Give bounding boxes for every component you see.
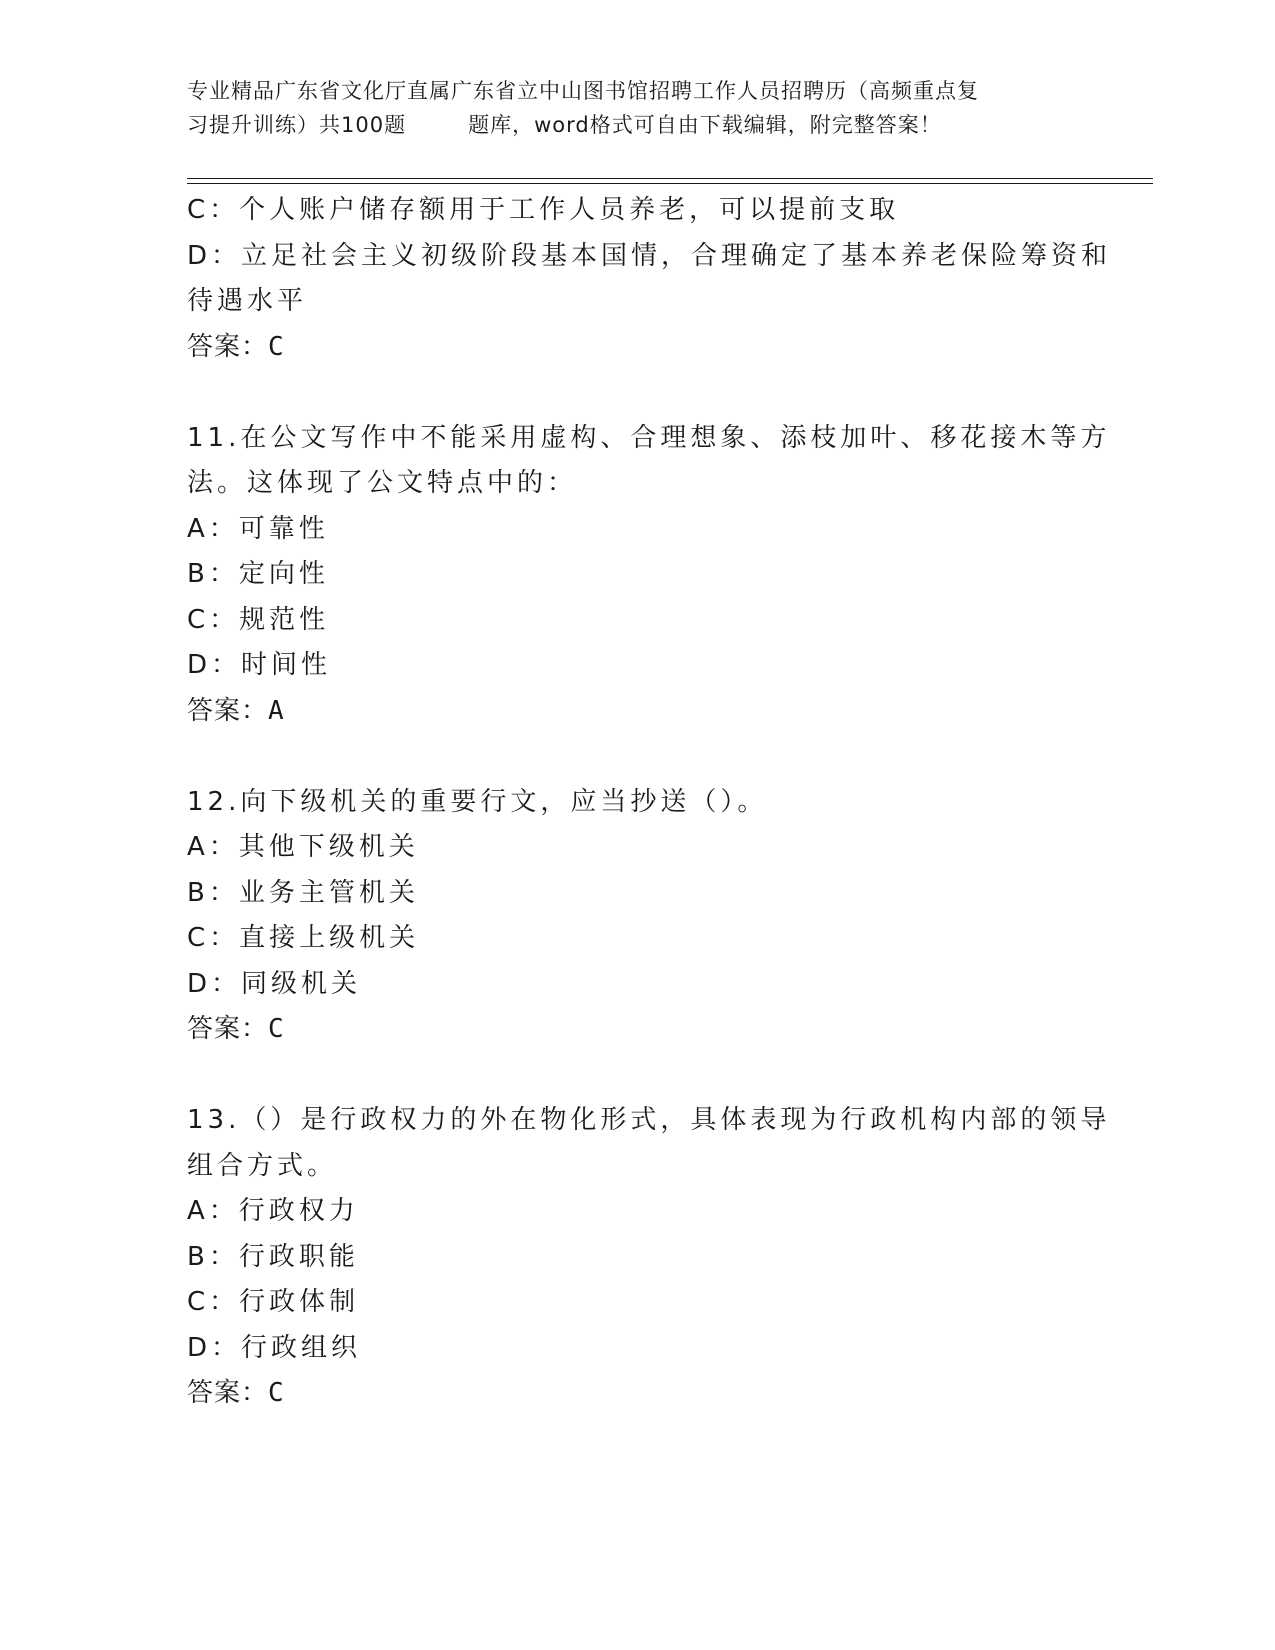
question-stem-line-1: 12.向下级机关的重要行文，应当抄送（）。 (187, 786, 768, 817)
option-d-line-2: 待遇水平 (187, 286, 308, 316)
spacer (187, 370, 1087, 416)
option-a: A：可靠性 (187, 513, 329, 544)
option-c: C：规范性 (187, 604, 330, 635)
document-header (187, 74, 1087, 142)
option-a: A：行政权力 (187, 1196, 359, 1226)
option-c: C：行政体制 (187, 1287, 360, 1317)
answer-line (187, 1007, 1087, 1053)
option-c: C：个人账户储存额用于工作人员养老，可以提前支取 (187, 195, 900, 225)
answer-value: C (268, 331, 285, 362)
option-a: A：其他下级机关 (187, 832, 419, 862)
answer-line (187, 689, 1087, 735)
option-c: C：直接上级机关 (187, 923, 420, 953)
option-b: B：定向性 (187, 559, 329, 589)
question-11 (187, 416, 1111, 735)
question-10-continuation (187, 188, 1112, 370)
option-d: D：行政组织 (187, 1332, 362, 1363)
header-line-1: 专业精品广东省文化厅直属广东省立中山图书馆招聘工作人员招聘历（高频重点复 (187, 79, 979, 103)
spacer (187, 734, 1087, 780)
answer-label: 答案： (187, 1014, 269, 1044)
header-divider-bottom (187, 183, 1153, 184)
answer-label: 答案： (187, 695, 269, 726)
question-stem-line-2: 法。这体现了公文特点中的： (187, 468, 578, 498)
answer-line (187, 325, 1087, 371)
answer-value: A (268, 695, 285, 726)
question-stem-line-2: 组合方式。 (187, 1150, 338, 1181)
option-b: B：行政职能 (187, 1241, 359, 1272)
header-line-2-part-a: 习提升训练）共100题 (187, 113, 407, 137)
option-b: B：业务主管机关 (187, 877, 419, 908)
spacer (187, 1053, 1087, 1099)
answer-label: 答案： (187, 1378, 269, 1408)
option-d: D：时间性 (187, 650, 332, 680)
header-line-2 (187, 108, 1087, 142)
question-stem-line-1: 11.在公文写作中不能采用虚构、合理想象、添枝加叶、移花接木等方 (187, 422, 1111, 453)
question-stem-line-1: 13.（）是行政权力的外在物化形式，具体表现为行政机构内部的领导 (187, 1105, 1111, 1135)
document-body (187, 188, 1112, 1417)
answer-value: C (268, 1014, 285, 1044)
option-d: D：同级机关 (187, 968, 362, 999)
question-12 (187, 780, 1087, 1053)
answer-line (187, 1371, 1087, 1417)
header-line-2-part-b: 题库，word格式可自由下载编辑，附完整答案！ (468, 113, 942, 137)
header-divider-top (187, 178, 1153, 179)
question-13 (187, 1098, 1111, 1417)
answer-value: C (268, 1378, 285, 1408)
answer-label: 答案： (187, 331, 269, 362)
option-d-line-1: D：立足社会主义初级阶段基本国情，合理确定了基本养老保险筹资和 (187, 240, 1112, 271)
